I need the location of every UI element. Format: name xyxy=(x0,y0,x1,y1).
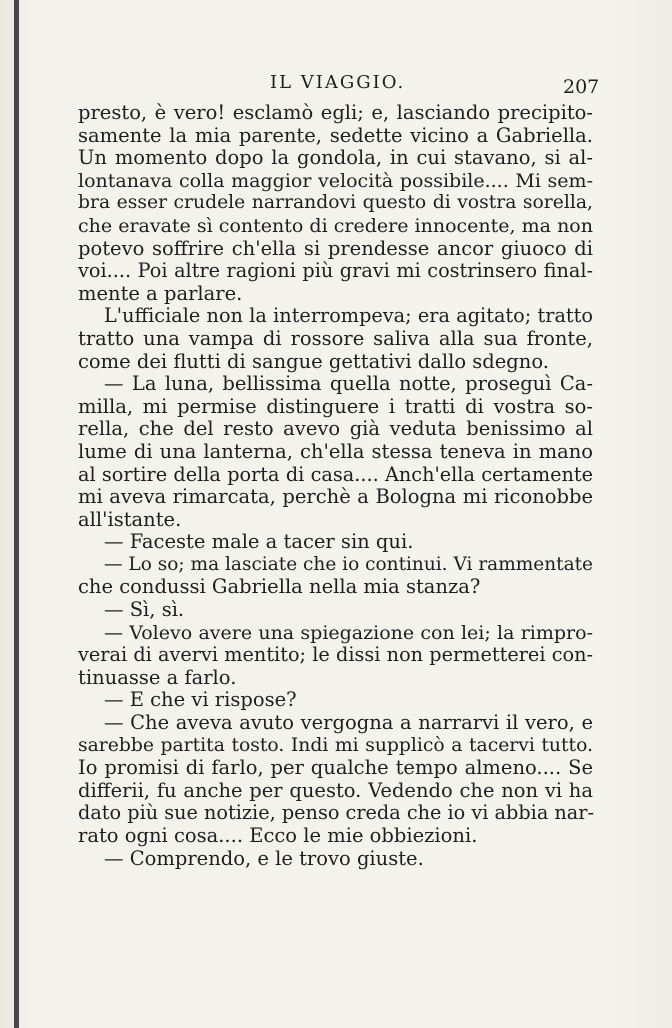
text-line: mi aveva rimarcata, perchè a Bologna mi riconobbe xyxy=(78,485,593,509)
text-line: tratto una vampa di rossore saliva alla sua fronte, xyxy=(78,326,593,350)
text-line: — La luna, bellissima quella notte, proseguì Ca- xyxy=(104,372,593,396)
text-line: potevo soffrire ch'ella si prendesse ancor giuoco di xyxy=(78,236,593,260)
text-line: samente la mia parente, sedette vicino a Gabriella. xyxy=(78,123,593,147)
text-line: che condussi Gabriella nella mia stanza? xyxy=(78,575,481,599)
text-line: Io promisi di farlo, per qualche tempo almeno.... Se xyxy=(78,756,593,780)
text-line: bra esser crudele narrandovi questo di vostra sorella, xyxy=(78,192,593,214)
text-line: Un momento dopo la gondola, in cui stavano, si al- xyxy=(78,146,593,170)
text-line: — Volevo avere una spiegazione con lei; la rimpro- xyxy=(104,621,593,644)
text-line: verai di avervi mentito; le dissi non permetterei con- xyxy=(78,643,593,667)
text-line: come dei flutti di sangue gettativi dallo sdegno. xyxy=(78,349,549,373)
text-line: lume di una lanterna, ch'ella stessa teneva in mano xyxy=(78,439,593,463)
text-line: all'istante. xyxy=(78,507,182,531)
text-line: — Sì, sì. xyxy=(104,598,185,622)
text-line: lontanava colla maggior velocità possibile.... Mi sem- xyxy=(78,169,593,192)
text-line: voi.... Poi altre ragioni più gravi mi costrinsero final- xyxy=(78,259,593,283)
text-line: al sortire della porta di casa.... Anch'ella certamente xyxy=(78,462,593,486)
text-line: mente a parlare. xyxy=(78,281,243,305)
page-binding-edge xyxy=(14,0,19,1028)
page-header xyxy=(0,68,672,98)
text-line: — E che vi rispose? xyxy=(104,688,297,712)
text-line: rato ogni cosa.... Ecco le mie obbiezioni. xyxy=(78,824,478,847)
text-line: — Comprendo, e le trovo giuste. xyxy=(104,846,424,870)
text-line: sarebbe partita tosto. Indi mi supplicò a tacervi tutto. xyxy=(78,734,593,756)
text-line: presto, è vero! esclamò egli; e, lasciando precipito- xyxy=(78,101,593,124)
text-line: dato più sue notizie, penso creda che io vi abbia nar- xyxy=(78,801,594,825)
text-line: che eravate sì contento di credere innocente, ma non xyxy=(78,214,593,237)
text-line: milla, mi permise distinguere i tratti di vostra so- xyxy=(78,394,593,418)
text-line: — Lo so; ma lasciate che io continui. Vi rammentate xyxy=(104,553,593,575)
body-text xyxy=(78,102,593,870)
text-line: L'ufficiale non la interrompeva; era agitato; tratto xyxy=(104,304,593,328)
text-line: tinuasse a farlo. xyxy=(78,665,237,689)
text-line: — Faceste male a tacer sin qui. xyxy=(104,530,414,554)
text-line: rella, che del resto avevo già veduta benissimo al xyxy=(78,417,593,441)
running-title: IL VIAGGIO. xyxy=(270,72,406,93)
page-number: 207 xyxy=(563,76,600,98)
text-line: differii, fu anche per questo. Vedendo che non vi ha xyxy=(78,778,593,802)
text-line: — Che aveva avuto vergogna a narrarvi il vero, e xyxy=(104,711,593,735)
